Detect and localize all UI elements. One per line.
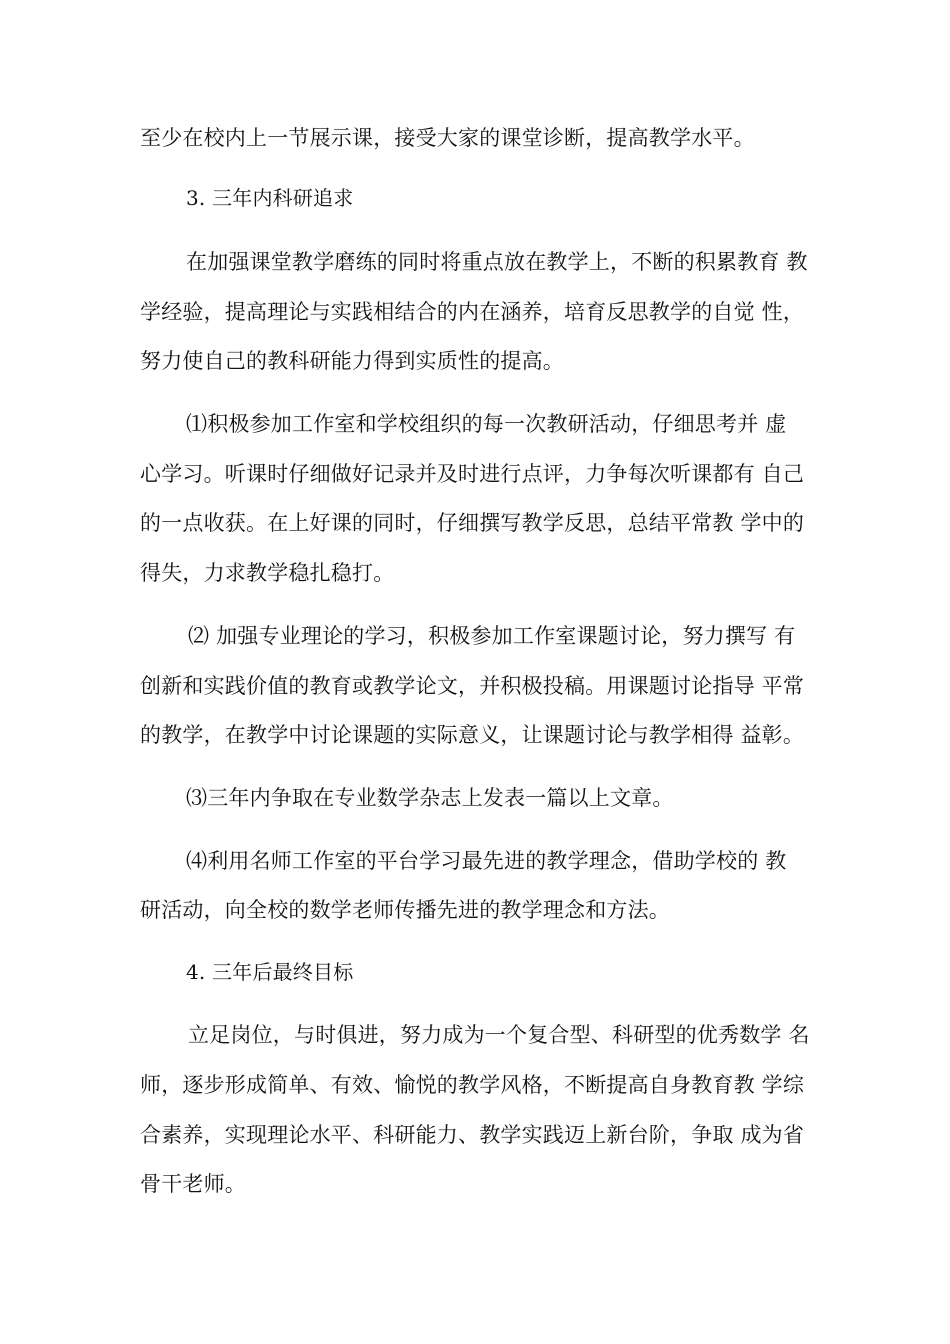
paragraph-line: 合素养，实现理论水平、科研能力、教学实践迈上新台阶，争取 成为省: [140, 1123, 805, 1147]
section-heading-4: 4. 三年后最终目标: [186, 960, 354, 984]
paragraph-line: 的教学，在教学中讨论课题的实际意义，让课题讨论与教学相得 益彰。: [140, 723, 805, 747]
paragraph-line: 的一点收获。在上好课的同时，仔细撰写教学反思，总结平常教 学中的: [140, 511, 805, 535]
paragraph-line: 创新和实践价值的教育或教学论文，并积极投稿。用课题讨论指导 平常: [140, 674, 805, 698]
section-heading-3: 3. 三年内科研追求: [186, 186, 354, 210]
paragraph-line: ⑴积极参加工作室和学校组织的每一次教研活动，仔细思考并 虚: [186, 412, 787, 436]
paragraph-line: 学经验，提高理论与实践相结合的内在涵养，培育反思教学的自觉 性，: [140, 300, 805, 324]
paragraph-line: ⑵ 加强专业理论的学习，积极参加工作室课题讨论，努力撰写 有: [188, 624, 796, 648]
paragraph-line: 研活动，向全校的数学老师传播先进的教学理念和方法。: [140, 898, 670, 922]
paragraph-line: 得失，力求教学稳扎稳打。: [140, 561, 395, 585]
paragraph-line: 至少在校内上一节展示课，接受大家的课堂诊断，提高教学水平。: [140, 126, 755, 150]
paragraph-line: ⑶三年内争取在专业数学杂志上发表一篇以上文章。: [186, 786, 674, 810]
paragraph-line: 师，逐步形成简单、有效、愉悦的教学风格，不断提高自身教育教 学综: [140, 1073, 805, 1097]
paragraph-line: 立足岗位，与时俱进，努力成为一个复合型、科研型的优秀数学 名: [188, 1023, 810, 1047]
paragraph-line: 骨干老师。: [140, 1172, 246, 1196]
paragraph-line: ⑷利用名师工作室的平台学习最先进的教学理念，借助学校的 教: [186, 849, 787, 873]
paragraph-line: 努力使自己的教科研能力得到实质性的提高。: [140, 349, 564, 373]
paragraph-line: 心学习。听课时仔细做好记录并及时进行点评，力争每次听课都有 自己: [140, 462, 805, 486]
paragraph-line: 在加强课堂教学磨练的同时将重点放在教学上，不断的积累教育 教: [186, 250, 808, 274]
